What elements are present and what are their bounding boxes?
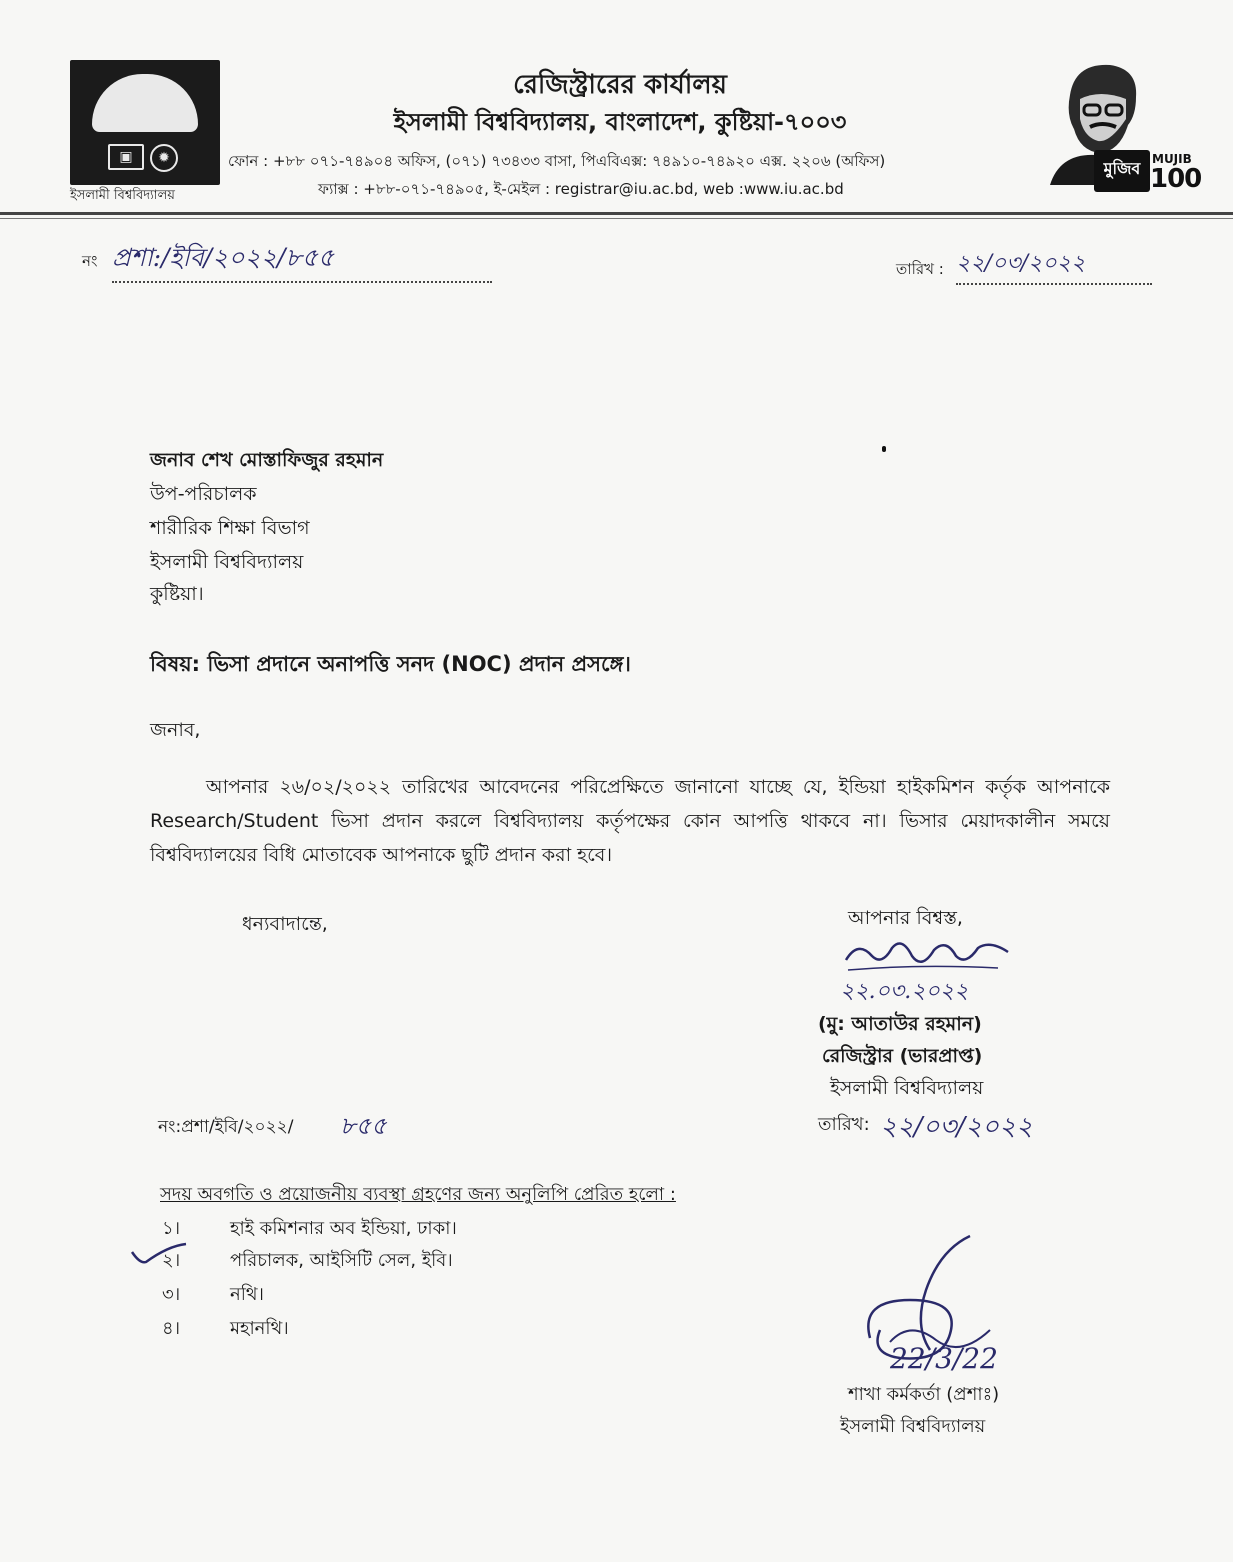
- section-officer-title: শাখা কর্মকর্তা (প্রশাঃ): [848, 1384, 1000, 1405]
- thanks-line: ধন্যবাদান্তে,: [242, 913, 328, 935]
- closing-line: আপনার বিশ্বস্ত,: [848, 907, 963, 929]
- cc-item-text: নথি।: [230, 1284, 264, 1305]
- recipient-name: জনাব শেখ মোস্তাফিজুর রহমান: [150, 449, 384, 471]
- cc-item-number: ৩।: [162, 1284, 181, 1305]
- university-logo: [70, 60, 220, 185]
- cc-heading: সদয় অবগতি ও প্রয়োজনীয় ব্যবস্থা গ্রহণের জন্য অনুলিপি প্রেরিত হলো :: [160, 1184, 676, 1205]
- salutation: জনাব,: [150, 719, 201, 741]
- mujib-label: MUJIB: [1152, 152, 1192, 166]
- subject-line: বিষয়: ভিসা প্রদানে অনাপত্তি সনদ (NOC) প্রদান প্রসঙ্গে।: [150, 652, 631, 676]
- logo-caption: ইসলামী বিশ্ববিদ্যালয়: [70, 188, 175, 203]
- recipient-designation: উপ-পরিচালক: [150, 483, 257, 505]
- registrar-date-label: তারিখ:: [818, 1114, 870, 1135]
- officer-signature-icon: [850, 1230, 1020, 1380]
- registrar-institution: ইসলামী বিশ্ববিদ্যালয়: [830, 1077, 984, 1099]
- cc-item-number: ২।: [162, 1250, 181, 1271]
- recipient-department: শারীরিক শিক্ষা বিভাগ: [150, 517, 310, 539]
- registrar-date-value: ২২/০৩/২০২২: [880, 1112, 1033, 1142]
- recipient-institution: ইসলামী বিশ্ববিদ্যালয়: [150, 551, 304, 573]
- memo-number: নং:প্রশা/ইবি/২০২২/: [158, 1117, 294, 1137]
- book-icon: ▣: [108, 144, 144, 170]
- emblem-icon: ✹: [150, 144, 178, 172]
- letter-body: আপনার ২৬/০২/২০২২ তারিখের আবেদনের পরিপ্রেক্ষিতে জানানো যাচ্ছে যে, ইন্ডিয়া হাইকমিশন কর্তৃক আপনাকে Research/Student ভিসা প্রদান করলে বিশ্ববিদ্যালয় কর্তৃপক্ষের কোন আপত্তি থাকবে না। ভিসার মেয়াদকালীন সময়ে বিশ্ববিদ্যালয়ের বিধি মোতাবেক আপনাকে ছুটি প্রদান করা হবে।: [150, 776, 1110, 866]
- recipient-city: কুষ্টিয়া।: [150, 583, 204, 605]
- cc-item-text: মহানথি।: [230, 1318, 289, 1339]
- checkmark-icon: [128, 1240, 188, 1266]
- section-officer-institution: ইসলামী বিশ্ববিদ্যালয়: [840, 1416, 986, 1437]
- date-label: তারিখ :: [896, 260, 944, 278]
- university-address: ইসলামী বিশ্ববিদ্যালয়, বাংলাদেশ, কুষ্টিয়া-৭০০৩: [393, 108, 847, 136]
- mujib-number: 100: [1150, 164, 1202, 194]
- ref-number-handwritten: প্রশা:/ইবি/২০২২/৮৫৫: [112, 238, 492, 283]
- cc-item-number: ৪।: [162, 1318, 181, 1339]
- ink-dot: [882, 446, 886, 452]
- mujib-badge: মুজিব: [1094, 150, 1150, 192]
- office-title: রেজিস্ট্রারের কার্যালয়: [513, 70, 727, 100]
- logo-dome-icon: [92, 74, 198, 132]
- cc-item-text: হাই কমিশনার অব ইন্ডিয়া, ঢাকা।: [230, 1218, 457, 1239]
- fax-email-line: ফ্যাক্স : +৮৮-০৭১-৭৪৯০৫, ই-মেইল : registrar@iu.ac.bd, web :www.iu.ac.bd: [318, 180, 844, 198]
- registrar-name: (মু: আতাউর রহমান): [818, 1013, 982, 1035]
- cc-item-text: পরিচালক, আইসিটি সেল, ইবি।: [230, 1250, 453, 1271]
- header-rule: [0, 212, 1233, 215]
- ref-label: নং: [82, 252, 98, 270]
- svg-text:22/3/22: 22/3/22: [890, 1342, 998, 1375]
- phone-line: ফোন : +৮৮ ০৭১-৭৪৯০৪ অফিস, (০৭১) ৭৩৪৩৩ বাসা, পিএবিএক্স: ৭৪৯১০-৭৪৯২০ এক্স. ২২০৬ (অফিস): [228, 152, 886, 170]
- registrar-signature-icon: [838, 930, 1018, 976]
- registrar-title: রেজিস্ট্রার (ভারপ্রাপ্ত): [822, 1045, 983, 1067]
- registrar-sign-date: ২২.০৩.২০২২: [840, 979, 969, 1004]
- header-rule-thin: [0, 218, 1233, 219]
- cc-item-number: ১।: [162, 1218, 181, 1239]
- date-handwritten: ২২/০৩/২০২২: [956, 246, 1152, 285]
- memo-number-handwritten: ৮৫৫: [340, 1112, 387, 1140]
